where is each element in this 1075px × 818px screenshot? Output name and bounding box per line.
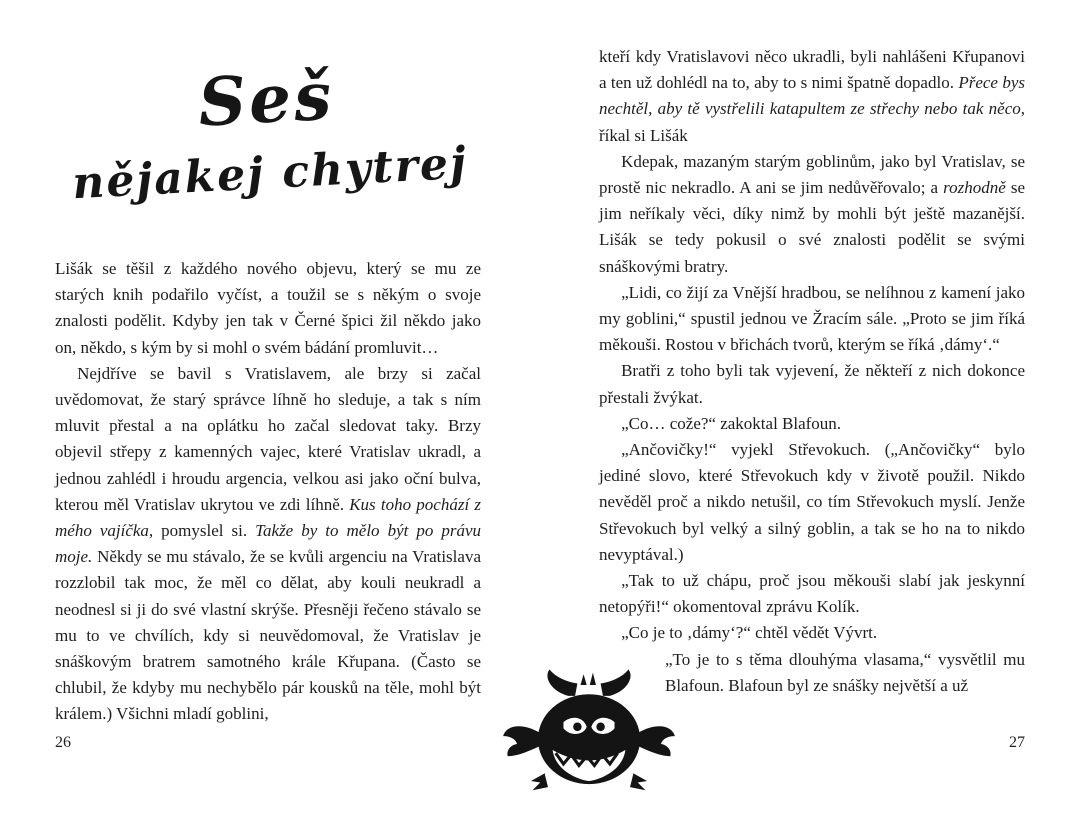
italic-text-run: Přece bys nechtěl, aby tě vystřelili katapultem ze střechy nebo tak něco xyxy=(599,73,1025,119)
italic-text-run: rozhodně xyxy=(943,178,1006,198)
chapter-title-line1: Seš xyxy=(196,56,337,142)
paragraph xyxy=(599,280,1025,359)
paragraph xyxy=(55,256,481,361)
text-run: „To je to s těma dlouhýma vlasama,“ vysvětlil mu Blafoun. Blafoun byl ze snášky největší a už xyxy=(665,649,1025,695)
paragraph xyxy=(599,358,1025,410)
text-run: , říkal si Lišák xyxy=(599,99,1025,145)
paragraph xyxy=(599,437,1025,568)
paragraph xyxy=(55,361,481,728)
chapter-title xyxy=(52,55,484,212)
text-run: Kdepak, mazaným starým goblinům, jako byl Vratislav, se prostě nic nekradlo. A ani se jim nedůvěřovalo; a xyxy=(599,151,1025,198)
paragraph xyxy=(665,647,1025,699)
goblin-face-icon xyxy=(500,668,678,792)
text-run: „Co… cože?“ zakoktal Blafoun. xyxy=(621,413,842,433)
text-run: se jim neříkaly věci, díky nimž by mohli být ještě mazanější. Lišák se tedy pokusil o své znalosti podělit se svými snáškovými bratry. xyxy=(599,178,1025,276)
text-run: Lišák se těšil z každého nového objevu, který se mu ze starých knih podařilo vyčíst, a toužil se s někým o svoje znalosti podělit. Kdyby jen tak v Černé špici žil někdo jako on, někdo, s kým by si mohl o svém bádání promluvit… xyxy=(55,259,481,357)
italic-text-run: Kus toho pochází z mého vajíčka xyxy=(55,494,481,541)
left-page xyxy=(55,0,481,800)
text-run: „Lidi, co žijí za Vnější hradbou, se nelíhnou z kamení jako my goblini,“ spustil jednou ve Žracím sále. „Proto se jim říká měkouši. Rostou v břichách tvorů, kterým se říká ‚dámy‘.“ xyxy=(599,282,1025,355)
paragraph xyxy=(599,411,1025,437)
text-run: „Co je to ‚dámy‘?“ chtěl vědět Vývrt. xyxy=(621,623,878,643)
left-page-text xyxy=(55,256,481,728)
left-page-number: 26 xyxy=(55,734,71,751)
text-run: „Ančovičky!“ vyjekl Střevokuch. („Ančovičky“ bylo jediné slovo, které Střevokuch kdy v životě použil. Nikdo nevěděl proč a nikdo netušil, co tím Střevokuch myslí. Jenže Střevokuch byl velký a silný goblin, a tak se ho na to nikdo nevyptával.) xyxy=(599,440,1025,564)
text-run: Nejdříve se bavil s Vratislavem, ale brzy si začal uvědomovat, že starý správce líhně ho sleduje, a tak s ním mluvit přestal a na oplátku ho začal sledovat taky. Brzy objevil střepy z kamenných vajec, které Vratislav ukradl, a jednou zahlédl i hroudu argencia, velkou asi jako oční bulva, kterou měl Vratislav ukrytou ve zdi líhně. xyxy=(55,363,481,514)
text-run: „Tak to už chápu, proč jsou měkouši slabí jak jeskynní netopýři!“ okomentoval zprávu Kolík. xyxy=(599,571,1025,617)
right-page-number: 27 xyxy=(1009,734,1025,751)
text-run: , pomyslel si. xyxy=(148,521,256,541)
right-page-text xyxy=(599,44,1025,699)
paragraph xyxy=(599,568,1025,620)
text-run: Někdy se mu stávalo, že se kvůli argenciu na Vratislava rozzlobil tak moc, že měl co dělat, aby kouli neukradl a neodnesl si ji do své vlastní skrýše. Přesněji řečeno stávalo se mu to ve chvílích, kdy si neuvědomoval, že Vratislav je snáškovým bratrem samotného krále Křupana. (Často se chlubil, že kdyby mu nechybělo pár kousků na těle, mohl být králem.) Všichni mladí goblini, xyxy=(55,547,481,724)
paragraph xyxy=(599,620,1025,646)
paragraph xyxy=(599,149,1025,280)
goblin-illustration xyxy=(500,668,678,818)
italic-text-run: Takže by to mělo být po právu moje. xyxy=(55,521,482,567)
text-run: kteří kdy Vratislavovi něco ukradli, byli nahlášeni Křupanovi a ten už dohlédl na to, aby to s nimi špatně dopadlo. xyxy=(599,47,1025,93)
chapter-title-line2: nějakej chytrej xyxy=(71,137,470,210)
paragraph xyxy=(599,44,1025,149)
text-run: Bratři z toho byli tak vyjevení, že někteří z nich dokonce přestali žvýkat. xyxy=(599,361,1025,407)
